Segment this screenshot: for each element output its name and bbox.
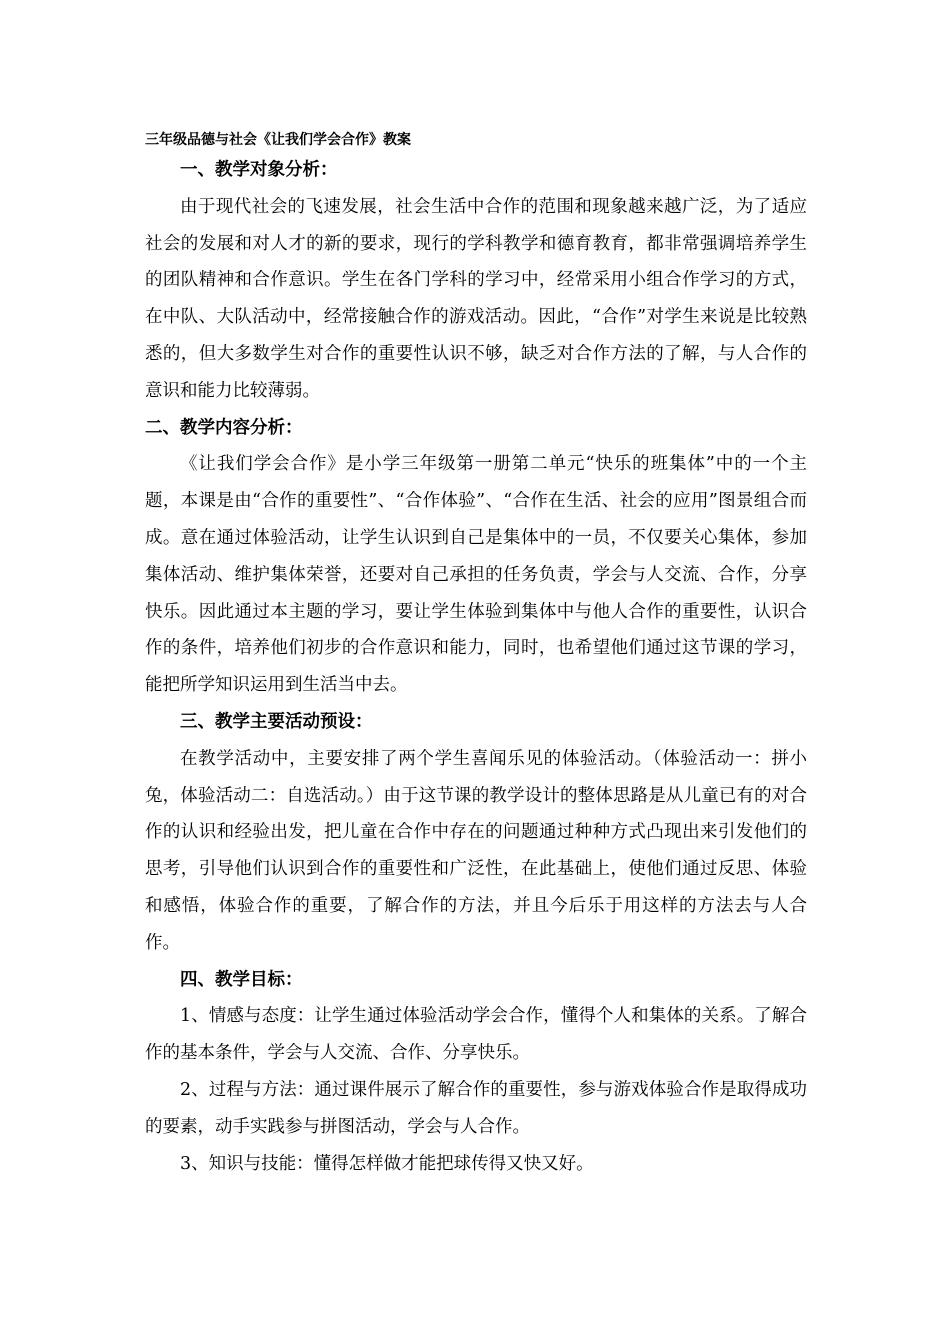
goal-item: 1、情感与态度：让学生通过体验活动学会合作，懂得个人和集体的关系。了解合作的基本条件，学会与人交流、合作、分享快乐。: [145, 1006, 807, 1064]
section-heading-analysis-of-content: 二、教学内容分析：: [145, 417, 303, 438]
paragraph: 《让我们学会合作》是小学三年级第一册第二单元“快乐的班集体”中的一个主题，本课是由“合作的重要性”、“合作体验”、“合作在生活、社会的应用”图景组合而成。意在通过体验活动，让学生认识到自己是集体中的一员，不仅要关心集体，参加集体活动、维护集体荣誉，还要对自己承担的任务负责，学会与人交流、合作，分享快乐。因此通过本主题的学习，要让学生体验到集体中与他人合作的重要性，认识合作的条件，培养他们初步的合作意识和能力，同时，也希望他们通过这节课的学习，能把所学知识运用到生活当中去。: [145, 454, 807, 696]
document-body: [145, 152, 807, 1182]
goal-item: 2、过程与方法：通过课件展示了解合作的重要性，参与游戏体验合作是取得成功的要素，动手实践参与拼图活动，学会与人合作。: [145, 1079, 807, 1137]
goal-item: 3、知识与技能：懂得怎样做才能把球传得又快又好。: [180, 1153, 594, 1174]
section-heading-main-activities: 三、教学主要活动预设：: [180, 711, 373, 732]
paragraph: 由于现代社会的飞速发展，社会生活中合作的范围和现象越来越广泛，为了适应社会的发展和对人才的新的要求，现行的学科教学和德育教育，都非常强调培养学生的团队精神和合作意识。学生在各门学科的学习中，经常采用小组合作学习的方式，在中队、大队活动中，经常接触合作的游戏活动。因此，“合作”对学生来说是比较熟悉的，但大多数学生对合作的重要性认识不够，缺乏对合作方法的了解，与人合作的意识和能力比较薄弱。: [145, 196, 807, 401]
section-heading-analysis-of-students: 一、教学对象分析：: [180, 160, 338, 180]
paragraph: 在教学活动中，主要安排了两个学生喜闻乐见的体验活动。（体验活动一：拼小兔，体验活动二：自选活动。）由于这节课的教学设计的整体思路是从儿童已有的对合作的认识和经验出发，把儿童在合作中存在的问题通过种种方式凸现出来引发他们的思考，引导他们认识到合作的重要性和广泛性，在此基础上，使他们通过反思、体验和感悟，体验合作的重要，了解合作的方法，并且今后乐于用这样的方法去与人合作。: [145, 748, 807, 953]
section-heading-teaching-goals: 四、教学目标：: [180, 969, 303, 990]
document-title: 三年级品德与社会《让我们学会合作》教案: [145, 132, 411, 148]
